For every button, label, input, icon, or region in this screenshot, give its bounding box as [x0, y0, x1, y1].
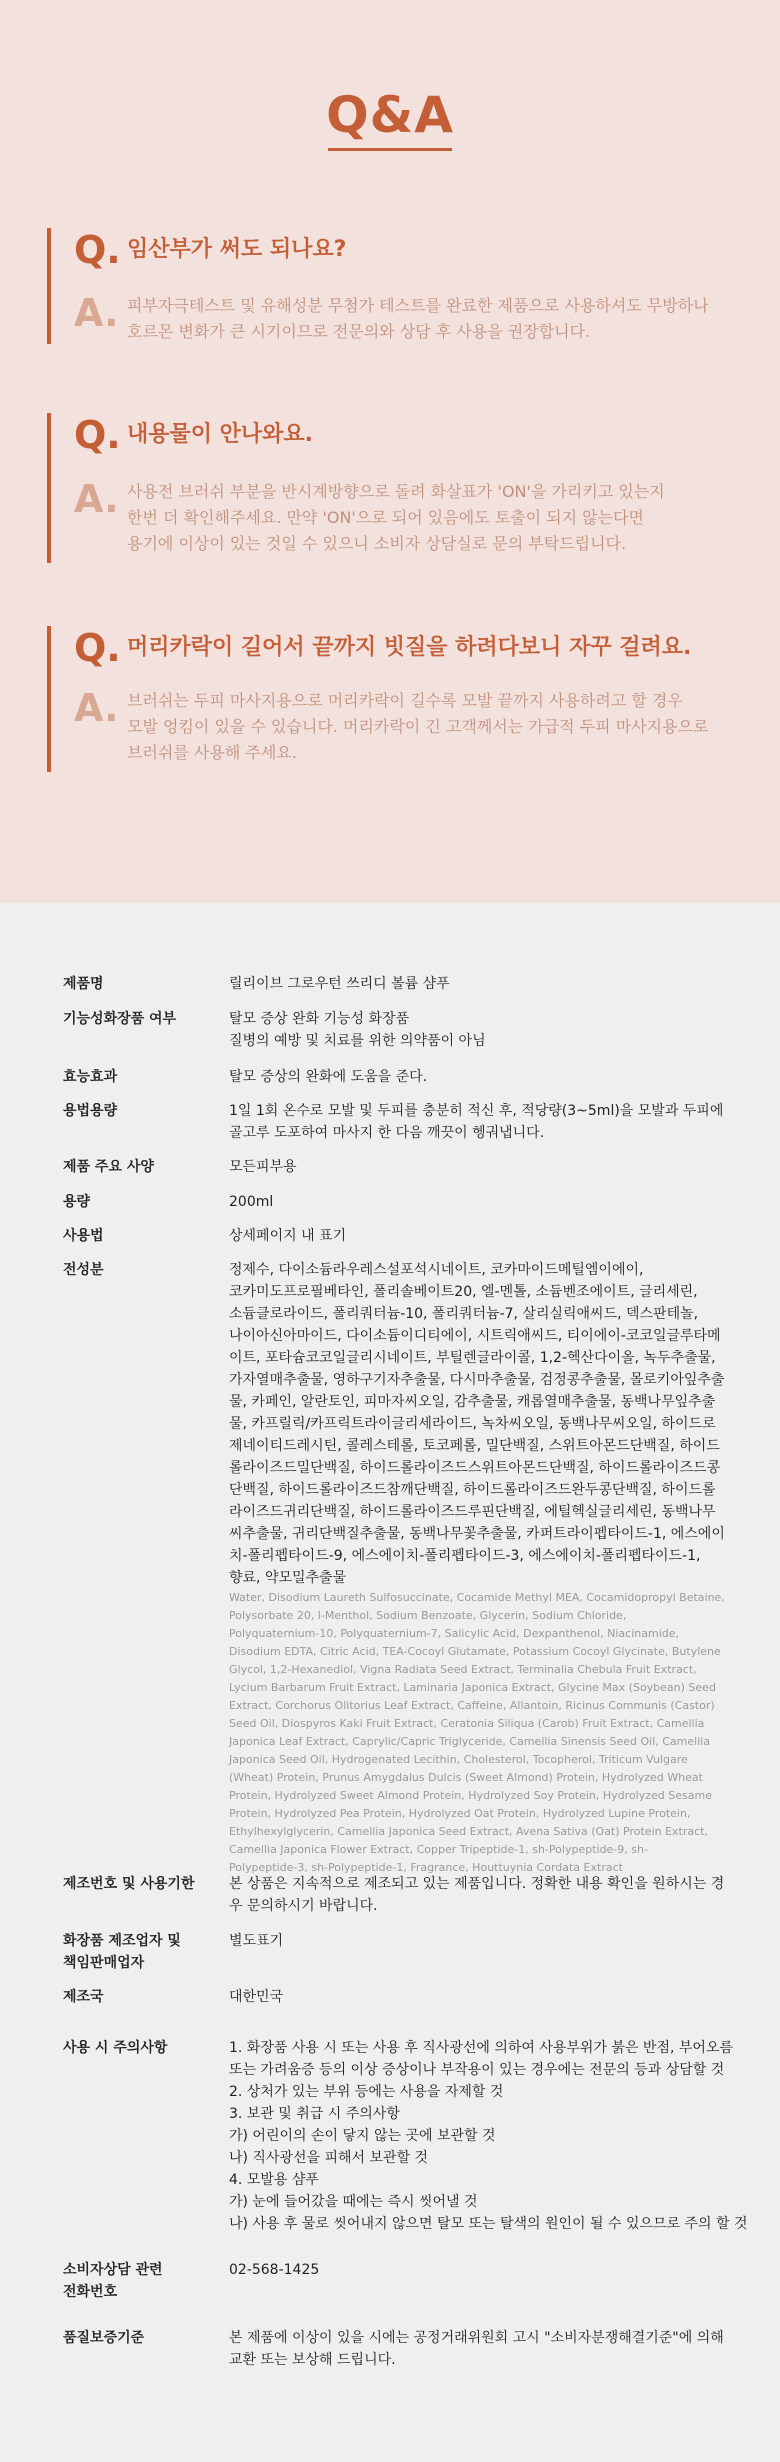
- info-value-line: 상세페이지 내 표기: [229, 1228, 347, 1244]
- info-value-line: 단백질, 하이드롤라이즈드참깨단백질, 하이드롤라이즈드완두콩단백질, 하이드롤: [229, 1482, 716, 1498]
- info-english-line: Extract, Corchorus Olitorius Leaf Extract, Caffeine, Allantoin, Ricinus Communis (Castor): [229, 1699, 715, 1712]
- info-value-line: 나) 직사광선을 피해서 보관할 것: [229, 2150, 429, 2166]
- info-english-line: Glycol, 1,2-Hexanediol, Vigna Radiata Seed Extract, Terminalia Chebula Fruit Extract,: [229, 1663, 697, 1676]
- question-text: 내용물이 안나와요.: [127, 422, 314, 447]
- answer-line: 피부자극테스트 및 유해성분 무첨가 테스트를 완료한 제품으로 사용하셔도 무방하나: [127, 296, 709, 315]
- info-english-line: Seed Oil, Diospyros Kaki Fruit Extract, Ceratonia Siliqua (Carob) Fruit Extract, Camellia: [229, 1717, 705, 1730]
- info-english-line: Protein, Hydrolyzed Sweet Almond Protein, Hydrolyzed Soy Protein, Hydrolyzed Sesame: [229, 1789, 712, 1802]
- question-text: 임산부가 써도 되나요?: [127, 237, 347, 262]
- info-value: [229, 1986, 729, 2008]
- info-value: [229, 973, 729, 995]
- info-value-line: 나이아신아마이드, 다이소듐이디티에이, 시트릭애씨드, 티이에이-코코일글루타메: [229, 1328, 721, 1344]
- info-value-line: 향료, 약모밀추출물: [229, 1570, 347, 1586]
- info-label-line: 전화번호: [63, 2284, 118, 2300]
- info-value: [229, 1191, 729, 1213]
- info-label: 제품 주요 사양: [63, 1159, 154, 1175]
- info-value-line: 나) 사용 후 물로 씻어내지 않으면 탈모 또는 탈색의 원인이 될 수 있으므로 주의 할 것: [229, 2216, 748, 2232]
- info-value-line: 가) 어린이의 손이 닿지 않는 곳에 보관할 것: [229, 2128, 496, 2144]
- answer-line: 모발 엉킴이 있을 수 있습니다. 머리카락이 긴 고객께서는 가급적 두피 마사지용으로: [127, 717, 709, 736]
- answer-marker: A.: [74, 477, 119, 521]
- info-value-line: 우 문의하시기 바랍니다.: [229, 1898, 378, 1914]
- info-value-line: 또는 가려움증 등의 이상 증상이나 부작용이 있는 경우에는 전문의 등과 상담할 것: [229, 2062, 725, 2078]
- question-text: 머리카락이 길어서 끝까지 빗질을 하려다보니 자꾸 걸려요.: [127, 635, 692, 660]
- info-english-line: Polyquaternium-10, Polyquaternium-7, Salicylic Acid, Dexpanthenol, Niacinamide,: [229, 1627, 680, 1640]
- answer-marker: A.: [74, 686, 119, 730]
- info-english-line: Japonica Leaf Extract, Caprylic/Capric Triglyceride, Camellia Sinensis Seed Oil, Camellia: [229, 1735, 711, 1748]
- qa-section: [0, 0, 780, 903]
- info-value: [229, 1008, 729, 1052]
- info-label: 사용법: [63, 1228, 104, 1244]
- qa-accent-bar: [47, 413, 51, 563]
- info-english-line: Japonica Seed Oil, Hydrogenated Lecithin, Cholesterol, Tocopherol, Triticum Vulgare: [229, 1753, 688, 1766]
- info-label-line: 책임판매업자: [63, 1955, 145, 1971]
- question-marker: Q.: [74, 228, 121, 272]
- qa-title-underline: [328, 148, 452, 151]
- info-label: 용량: [63, 1194, 91, 1210]
- info-value: [229, 1100, 729, 1144]
- info-value: [229, 1225, 729, 1247]
- info-value-line: 탈모 증상의 완화에 도움을 준다.: [229, 1069, 428, 1085]
- info-value-line: 제네이티드레시틴, 콜레스테롤, 토코페롤, 밀단백질, 스위트아몬드단백질, 하이드: [229, 1438, 720, 1454]
- info-label: 기능성화장품 여부: [63, 1011, 177, 1027]
- info-label: 품질보증기준: [63, 2330, 145, 2346]
- info-value-line: 치-폴리펩타이드-9, 에스에이치-폴리펩타이드-3, 에스에이치-폴리펩타이드-1,: [229, 1548, 701, 1564]
- qa-item: [47, 626, 747, 772]
- info-value-line: 1. 화장품 사용 시 또는 사용 후 직사광선에 의하여 사용부위가 붉은 반점, 부어오름: [229, 2040, 733, 2056]
- info-label: 전성분: [63, 1262, 104, 1278]
- answer-line: 사용전 브러쉬 부분을 반시계방향으로 돌려 화살표가 'ON'을 가리키고 있는지: [127, 482, 665, 501]
- info-english-line: Ethylhexylglycerin, Camellia Japonica Seed Extract, Avena Sativa (Oat) Protein Extract,: [229, 1825, 708, 1838]
- info-english-line: Camellia Japonica Flower Extract, Copper Tripeptide-1, sh-Polypeptide-9, sh-: [229, 1843, 648, 1856]
- info-label: 제품명: [63, 976, 104, 992]
- product-info-section: [0, 903, 780, 2462]
- info-value-line: 교환 또는 보상해 드립니다.: [229, 2352, 396, 2368]
- question-marker: Q.: [74, 413, 121, 457]
- info-value-line: 물, 카페인, 알란토인, 피마자씨오일, 감추출물, 캐롭열매추출물, 동백나무잎추출: [229, 1394, 716, 1410]
- info-value-line: 가) 눈에 들어갔을 때에는 즉시 씻어낼 것: [229, 2194, 478, 2210]
- info-label-line: 화장품 제조업자 및: [63, 1933, 181, 1949]
- info-english-line: (Wheat) Protein, Prunus Amygdalus Dulcis (Sweet Almond) Protein, Hydrolyzed Wheat: [229, 1771, 703, 1784]
- info-value: [229, 1066, 729, 1088]
- info-label: [63, 1930, 223, 1974]
- info-english-line: Polypeptide-3, sh-Polypeptide-1, Fragrance, Houttuynia Cordata Extract: [229, 1861, 623, 1874]
- qa-accent-bar: [47, 228, 51, 344]
- info-value: [229, 1259, 729, 1877]
- info-value-line: 물, 카프릴릭/카프릭트라이글리세라이드, 녹차씨오일, 동백나무씨오일, 하이드로: [229, 1416, 716, 1432]
- info-value: [229, 2327, 729, 2371]
- info-value-line: 가자열매추출물, 영하구기자추출물, 다시마추출물, 검정콩추출물, 몰로키아잎추출: [229, 1372, 725, 1388]
- qa-accent-bar: [47, 626, 51, 772]
- info-english-line: Protein, Hydrolyzed Pea Protein, Hydrolyzed Oat Protein, Hydrolyzed Lupine Protein,: [229, 1807, 691, 1820]
- info-value-line: 모든피부용: [229, 1159, 297, 1175]
- info-value-line: 본 상품은 지속적으로 제조되고 있는 제품입니다. 정확한 내용 확인을 원하시는 경: [229, 1876, 725, 1892]
- answer-line: 호르몬 변화가 큰 시기이므로 전문의와 상담 후 사용을 권장합니다.: [127, 322, 591, 341]
- answer-line: 브러쉬는 두피 마사지용으로 머리카락이 길수록 모발 끝까지 사용하려고 할 경우: [127, 691, 683, 710]
- info-value-line: 1일 1회 온수로 모발 및 두피를 충분히 적신 후, 적당량(3~5ml)을 모발과 두피에: [229, 1103, 724, 1119]
- info-label: 사용 시 주의사항: [63, 2040, 168, 2056]
- info-value-line: 릴리이브 그로우턴 쓰리디 볼륨 샴푸: [229, 976, 450, 992]
- info-value-line: 소듐클로라이드, 폴리쿼터늄-10, 폴리쿼터늄-7, 살리실릭애씨드, 덱스판테놀,: [229, 1306, 699, 1322]
- answer-marker: A.: [74, 291, 119, 335]
- qa-item: [47, 413, 747, 563]
- info-value-line: 질병의 예방 및 치료를 위한 의약품이 아님: [229, 1033, 486, 1049]
- info-value: [229, 2259, 729, 2281]
- info-value: [229, 1873, 729, 1917]
- info-value-line: 롤라이즈드밀단백질, 하이드롤라이즈드스위트아몬드단백질, 하이드롤라이즈드콩: [229, 1460, 721, 1476]
- info-label: 제조번호 및 사용기한: [63, 1876, 195, 1892]
- info-english-line: Water, Disodium Laureth Sulfosuccinate, Cocamide Methyl MEA, Cocamidopropyl Betaine,: [229, 1591, 725, 1604]
- info-value: [229, 1156, 729, 1178]
- info-value-line: 대한민국: [229, 1989, 284, 2005]
- info-label: [63, 2259, 223, 2303]
- info-value-line: 골고루 도포하여 마사지 한 다음 깨끗이 헹궈냅니다.: [229, 1125, 545, 1141]
- info-value-line: 정제수, 다이소듐라우레스설포석시네이트, 코카마이드메틸엠이에이,: [229, 1262, 644, 1278]
- answer-line: 용기에 이상이 있는 것일 수 있으니 소비자 상담실로 문의 부탁드립니다.: [127, 534, 627, 553]
- question-marker: Q.: [74, 626, 121, 670]
- info-value-line: 3. 보관 및 취급 시 주의사항: [229, 2106, 400, 2122]
- info-value-line: 본 제품에 이상이 있을 시에는 공정거래위원회 고시 "소비자분쟁해결기준"에 의해: [229, 2330, 724, 2346]
- answer-text: [127, 479, 747, 557]
- answer-line: 한번 더 확인해주세요. 만약 'ON'으로 되어 있음에도 토출이 되지 않는다면: [127, 508, 644, 527]
- info-value-line: 탈모 증상 완화 기능성 화장품: [229, 1011, 410, 1027]
- answer-line: 브러쉬를 사용해 주세요.: [127, 743, 297, 762]
- info-english-line: Disodium EDTA, Citric Acid, TEA-Cocoyl Glutamate, Potassium Cocoyl Glycinate, Butylene: [229, 1645, 721, 1658]
- info-value: [229, 2037, 748, 2235]
- info-value-line: 라이즈드귀리단백질, 하이드롤라이즈드루핀단백질, 에틸헥실글리세린, 동백나무: [229, 1504, 716, 1520]
- info-label-line: 소비자상담 관련: [63, 2262, 163, 2278]
- info-value-line: 2. 상처가 있는 부위 등에는 사용을 자제할 것: [229, 2084, 504, 2100]
- info-value-line: 4. 모발용 샴푸: [229, 2172, 319, 2188]
- info-value-line: 코카미도프로필베타인, 폴리솔베이트20, 엘-멘톨, 소듐벤조에이트, 글리세린,: [229, 1284, 698, 1300]
- info-label: 제조국: [63, 1989, 104, 2005]
- info-value-line: 별도표기: [229, 1933, 284, 1949]
- qa-title: Q&A: [326, 86, 454, 144]
- info-english-line: Polysorbate 20, l-Menthol, Sodium Benzoate, Glycerin, Sodium Chloride,: [229, 1609, 627, 1622]
- info-value-line: 씨추출물, 귀리단백질추출물, 동백나무꽃추출물, 카퍼트라이펩타이드-1, 에스에이: [229, 1526, 725, 1542]
- answer-text: [127, 688, 747, 766]
- answer-text: [127, 293, 747, 345]
- info-value-line: 200ml: [229, 1194, 274, 1210]
- info-label: 효능효과: [63, 1069, 118, 1085]
- info-value-line: 이트, 포타슘코코일글리시네이트, 부틸렌글라이콜, 1,2-헥산다이올, 녹두추출물,: [229, 1350, 716, 1366]
- info-phone-number: 02-568-1425: [229, 2262, 320, 2278]
- info-value: [229, 1930, 729, 1952]
- info-english-line: Lycium Barbarum Fruit Extract, Laminaria Japonica Extract, Glycine Max (Soybean) Seed: [229, 1681, 716, 1694]
- info-label: 용법용량: [63, 1103, 118, 1119]
- qa-item: [47, 228, 747, 344]
